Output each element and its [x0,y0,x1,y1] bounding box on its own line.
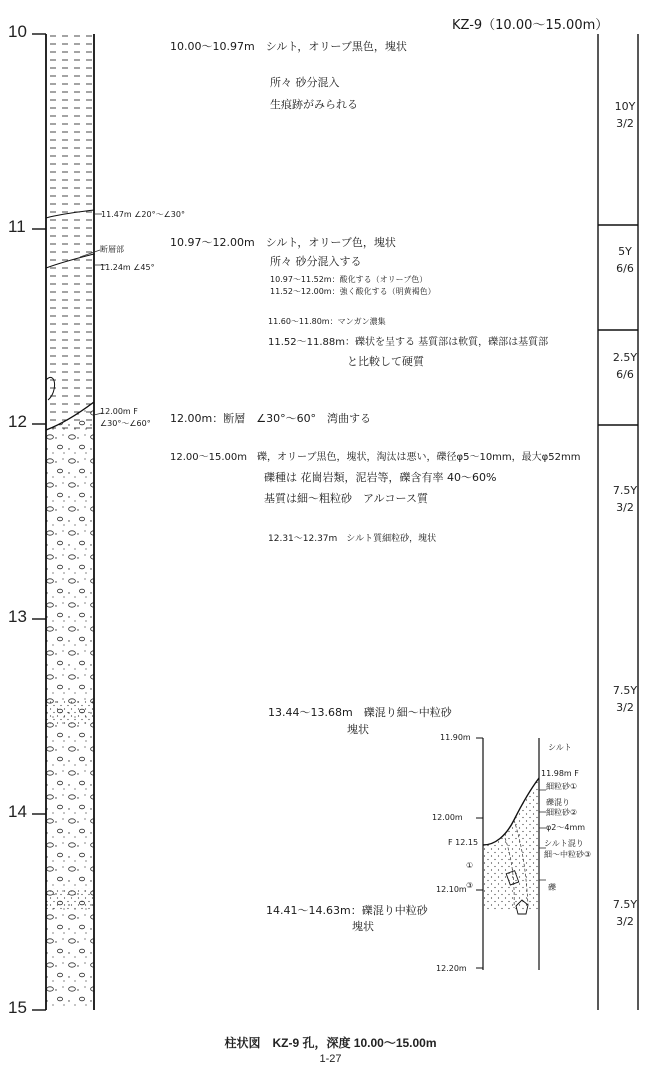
color-code-6: 7.5Y 3/2 [612,898,638,929]
desc-4-line-5: 塊状 [347,723,369,736]
sand-band-1 [46,700,94,724]
inset-depth-1220: 12.20m [436,964,467,973]
depth-label-10: 10 [8,22,27,41]
inset-top-fault: 11.98m F [541,769,579,778]
desc-4-line-2: 基質は細～粗粒砂 アルコース質 [264,492,429,505]
note-contact-11-24: 11.24m ∠45° [100,263,155,272]
note-contact-11-47: 11.47m ∠20°～∠30° [101,210,185,219]
desc-2-line-3: 11.52～12.00m：強く酸化する（明黄褐色） [270,287,436,296]
desc-4-line-7: 塊状 [352,920,374,933]
inset-depth-1210: 12.10m [436,885,467,894]
desc-1-line-2: 生痕跡がみられる [270,98,358,111]
color-code-5: 7.5Y 3/2 [612,684,638,715]
page-number: 1-27 [319,1053,342,1065]
inset-gravel-size: φ2～4mm [546,823,586,832]
inset-unit-2b: 細粒砂② [546,808,578,817]
color-code-3: 2.5Y 6/6 [612,351,638,382]
inset-depth-1190: 11.90m [440,733,471,742]
inset-mark-1: ① [466,861,474,870]
depth-label-11: 11 [8,217,26,236]
lithology-column [46,34,94,1010]
depth-label-15: 15 [8,998,27,1017]
inset-gravel: 礫 [548,883,556,892]
inset-unit-3a: シルト混り [544,839,584,848]
desc-4-heading: 12.00～15.00m 礫，オリーブ黒色，塊状，淘汰は悪い，礫径φ5～10mm，最大φ52mm [170,452,581,463]
desc-1-line-1: 所々 砂分混入 [270,76,340,89]
desc-2-line-1: 所々 砂分混入する [270,255,362,268]
inset-silt: シルト [548,743,572,752]
note-fault-12-00: 12.00m F [100,407,138,416]
color-code-column [598,34,638,1010]
depth-label-14: 14 [8,802,27,821]
inset-fault-label: F 12.15 [448,838,479,847]
color-code-2: 5Y 6/6 [616,245,634,276]
depth-ticks [32,34,46,1010]
desc-4-line-1: 礫種は 花崗岩類，泥岩等，礫含有率 40～60% [264,471,497,484]
desc-4-line-4: 13.44～13.68m 礫混り細～中粒砂 [268,706,452,719]
sand-band-2 [46,888,94,910]
log-title: KZ-9（10.00～15.00m） [452,18,609,33]
color-code-1: 10Y 3/2 [614,100,636,131]
inset-unit-1: 細粒砂① [546,782,578,791]
inset-unit-3b: 細～中粒砂③ [544,850,592,859]
desc-4-line-6: 14.41～14.63m：礫混り中粒砂 [266,904,428,917]
inset-sketch [476,738,546,970]
desc-2-line-5: 11.52～11.88m：礫状を呈する 基質部は軟質，礫部は基質部 [268,337,549,348]
inset-unit-2a: 礫混り [546,798,570,807]
desc-1-heading: 10.00～10.97m シルト，オリーブ黒色，塊状 [170,40,407,53]
color-code-4: 7.5Y 3/2 [612,484,638,515]
desc-4-line-3: 12.31～12.37m シルト質細粒砂，塊状 [268,534,437,544]
desc-2-line-2: 10.97～11.52m：酸化する（オリーブ色） [270,275,428,284]
silt-fill [46,34,94,430]
desc-2-heading: 10.97～12.00m シルト，オリーブ色，塊状 [170,236,396,249]
desc-3-heading: 12.00m：断層 ∠30°～60° 湾曲する [170,412,372,425]
inset-mark-3: ③ [466,881,474,890]
figure-caption: 柱状図 KZ-9 孔，深度 10.00～15.00m [224,1036,437,1050]
depth-label-12: 12 [8,412,27,431]
note-fault-zone: 断層部 [100,245,124,254]
desc-2-line-4: 11.60～11.80m：マンガン濃集 [268,317,386,326]
note-fault-angle: ∠30°～∠60° [100,419,151,428]
desc-2-line-6: と比較して硬質 [347,355,424,368]
depth-label-13: 13 [8,607,27,626]
inset-depth-1200: 12.00m [432,813,463,822]
